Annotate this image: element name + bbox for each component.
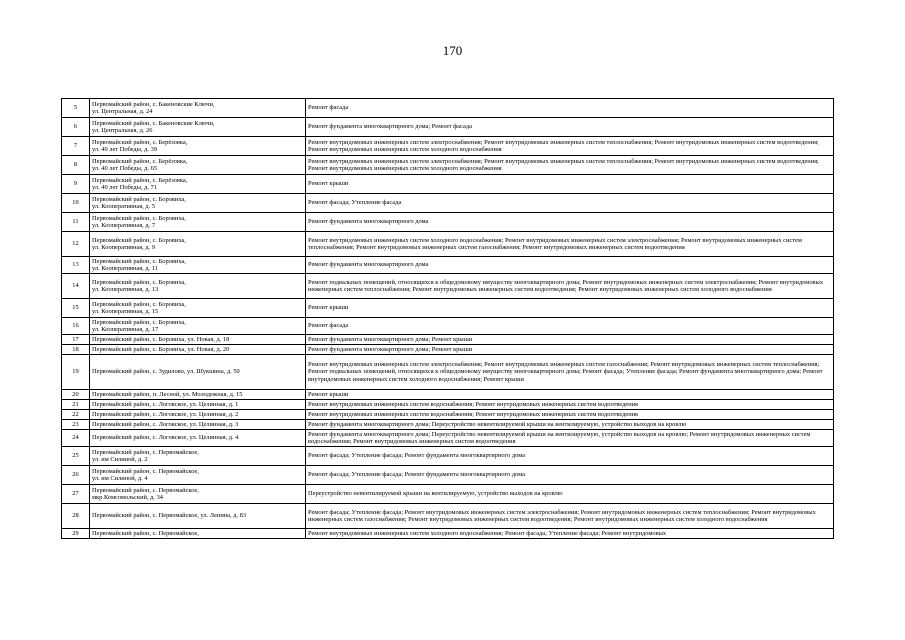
row-address: Первомайский район, с. Боровиха, ул. Кооперативная, д. 7	[90, 213, 306, 232]
table-row	[62, 274, 834, 299]
row-works: Ремонт крыши	[306, 390, 834, 400]
row-number: 15	[62, 299, 90, 318]
row-works: Переустройство невентилируемой крыши на вентилируемую, устройство выходов на кровлю	[306, 485, 834, 504]
row-address: Первомайский район, с. Берёзовка, ул. 40 лет Победы, д. 71	[90, 175, 306, 194]
row-address: Первомайский район, с. Первомайское,	[90, 529, 306, 539]
row-works: Ремонт фундамента многоквартирного дома; Ремонт крыши	[306, 345, 834, 355]
row-works: Ремонт фундамента многоквартирного дома; Ремонт крыши	[306, 335, 834, 345]
row-address: Первомайский район, с. Боровиха, ул. Новая, д. 20	[90, 345, 306, 355]
row-number: 21	[62, 400, 90, 410]
row-address: Первомайский район, с. Зудилово, ул. Шукшина, д. 50	[90, 355, 306, 390]
row-works: Ремонт крыши	[306, 175, 834, 194]
table-row	[62, 390, 834, 400]
row-address: Первомайский район, с. Первомайское, мкр.Комсомольский, д. 34	[90, 485, 306, 504]
row-works: Ремонт внутридомовых инженерных систем холодного водоснабжения; Ремонт фасада; Утепление фасада; Ремонт внутридомовых	[306, 529, 834, 539]
row-address: Первомайский район, с. Боровиха, ул. Кооперативная, д. 15	[90, 299, 306, 318]
table-row	[62, 213, 834, 232]
row-works: Ремонт фундамента многоквартирного дома; Ремонт фасада	[306, 118, 834, 137]
row-works: Ремонт фундамента многоквартирного дома	[306, 257, 834, 274]
row-address: Первомайский район, с. Берёзовка, ул. 40 лет Победы, д. 39	[90, 137, 306, 156]
row-address: Первомайский район, с. Первомайское, ул. им Силиной, д. 4	[90, 466, 306, 485]
row-works: Ремонт подвальных помещений, относящихся к общедомовому имуществу многоквартирного дома; Ремонт внутридомовых инженерных систем электроснабжения; Ремонт внутридомовых инженерных систем теплоснабжения; Ремонт внутридомовых инженерных систем водоотведения; Ремонт внутридомовых инженерных систем холодного водоснабжения	[306, 274, 834, 299]
table-row	[62, 156, 834, 175]
table-row	[62, 400, 834, 410]
row-address: Первомайский район, с. Боровиха, ул. Кооперативная, д. 17	[90, 318, 306, 335]
row-number: 10	[62, 194, 90, 213]
row-address: Первомайский район, с. Боровиха, ул. Кооперативная, д. 11	[90, 257, 306, 274]
row-number: 29	[62, 529, 90, 539]
row-number: 8	[62, 156, 90, 175]
table-body	[62, 99, 834, 539]
row-works: Ремонт фасада	[306, 318, 834, 335]
table-row	[62, 99, 834, 118]
row-number: 27	[62, 485, 90, 504]
table-row	[62, 175, 834, 194]
row-number: 13	[62, 257, 90, 274]
table-row	[62, 504, 834, 529]
table-row	[62, 355, 834, 390]
row-works: Ремонт крыши	[306, 299, 834, 318]
row-works: Ремонт фундамента многоквартирного дома	[306, 213, 834, 232]
row-works: Ремонт фасада	[306, 99, 834, 118]
row-works: Ремонт фундамента многоквартирного дома; Переустройство невентилируемой крыши на вентилируемую, устройство выходов на кровлю; Ремонт внутридомовых инженерных систем водоснабжения; Ремонт внутридомовых инженерных систем водоотведения	[306, 430, 834, 447]
row-number: 23	[62, 420, 90, 430]
table-row	[62, 420, 834, 430]
row-number: 20	[62, 390, 90, 400]
row-works: Ремонт фасада; Утепление фасада; Ремонт фундамента многоквартирного дома	[306, 466, 834, 485]
row-address: Первомайский район, с. Боровиха, ул. Кооперативная, д. 5	[90, 194, 306, 213]
table-row	[62, 485, 834, 504]
row-address: Первомайский район, с. Бакеновские Ключи, ул. Центральная, д. 26	[90, 118, 306, 137]
row-number: 16	[62, 318, 90, 335]
row-works: Ремонт внутридомовых инженерных систем электроснабжения; Ремонт внутридомовых инженерных систем теплоснабжения; Ремонт внутридомовых инженерных систем водоотведения; Ремонт внутридомовых инженерных систем холодного водоснабжения	[306, 156, 834, 175]
page-number: 170	[442, 43, 463, 58]
row-number: 19	[62, 355, 90, 390]
table-row	[62, 335, 834, 345]
row-number: 14	[62, 274, 90, 299]
table-row	[62, 257, 834, 274]
row-address: Первомайский район, с. Боровиха, ул. Кооперативная, д. 13	[90, 274, 306, 299]
table-row	[62, 447, 834, 466]
row-works: Ремонт внутридомовых инженерных систем электроснабжения; Ремонт внутридомовых инженерных систем газоснабжения; Ремонт внутридомовых инженерных систем теплоснабжения; Ремонт подвальных помещений, относящихся к общедомовому имуществу многоквартирного дома; Ремонт фасада; Утепление фасада; Ремонт фундамента многоквартирного дома; Ремонт внутридомовых инженерных систем холодного водоснабжения; Ремонт крыши	[306, 355, 834, 390]
table-row	[62, 137, 834, 156]
table-row	[62, 194, 834, 213]
row-number: 17	[62, 335, 90, 345]
row-works: Ремонт внутридомовых инженерных систем водоснабжения; Ремонт внутридомовых инженерных систем водоотведения	[306, 410, 834, 420]
repair-works-table	[61, 98, 834, 539]
row-address: Первомайский район, с. Боровиха, ул. Кооперативная, д. 9	[90, 232, 306, 257]
row-address: Первомайский район, с. Логовское, ул. Целинная, д. 1	[90, 400, 306, 410]
row-address: Первомайский район, с. Логовское, ул. Целинная, д. 3	[90, 420, 306, 430]
table-row	[62, 299, 834, 318]
row-number: 5	[62, 99, 90, 118]
row-number: 18	[62, 345, 90, 355]
row-number: 7	[62, 137, 90, 156]
row-number: 26	[62, 466, 90, 485]
row-works: Ремонт фасада; Утепление фасада	[306, 194, 834, 213]
row-number: 24	[62, 430, 90, 447]
table-row	[62, 345, 834, 355]
row-number: 6	[62, 118, 90, 137]
row-number: 25	[62, 447, 90, 466]
row-address: Первомайский район, с. Первомайское, ул. Ленина, д. 83	[90, 504, 306, 529]
row-address: Первомайский район, п. Лесной, ул. Молодежная, д. 15	[90, 390, 306, 400]
row-address: Первомайский район, с. Боровиха, ул. Новая, д. 18	[90, 335, 306, 345]
table-row	[62, 466, 834, 485]
row-address: Первомайский район, с. Логовское, ул. Целинная, д. 4	[90, 430, 306, 447]
row-works: Ремонт внутридомовых инженерных систем холодного водоснабжения; Ремонт внутридомовых инженерных систем электроснабжения; Ремонт внутридомовых инженерных систем теплоснабжения; Ремонт внутридомовых инженерных систем газоснабжения; Ремонт внутридомовых инженерных систем водоотведения	[306, 232, 834, 257]
row-address: Первомайский район, с. Берёзовка, ул. 40 лет Победы, д. 65	[90, 156, 306, 175]
row-works: Ремонт внутридомовых инженерных систем водоснабжения; Ремонт внутридомовых инженерных систем водоотведения	[306, 400, 834, 410]
row-address: Первомайский район, с. Первомайское, ул. им Силиной, д. 2	[90, 447, 306, 466]
row-number: 22	[62, 410, 90, 420]
row-works: Ремонт фасада; Утепление фасада; Ремонт внутридомовых инженерных систем электроснабжения; Ремонт внутридомовых инженерных систем теплоснабжения; Ремонт внутридомовых инженерных систем газоснабжения; Ремонт внутридомовых инженерных систем водоотведения; Ремонт внутридомовых инженерных систем холодного водоснабжения	[306, 504, 834, 529]
row-number: 9	[62, 175, 90, 194]
table-row	[62, 318, 834, 335]
row-works: Ремонт фундамента многоквартирного дома; Переустройство невентилируемой крыши на вентилируемую, устройство выходов на кровлю	[306, 420, 834, 430]
row-number: 11	[62, 213, 90, 232]
row-works: Ремонт внутридомовых инженерных систем электроснабжения; Ремонт внутридомовых инженерных систем теплоснабжения; Ремонт внутридомовых инженерных систем водоотведения; Ремонт внутридомовых инженерных систем холодного водоснабжения	[306, 137, 834, 156]
row-number: 28	[62, 504, 90, 529]
row-works: Ремонт фасада; Утепление фасада; Ремонт фундамента многоквартирного дома	[306, 447, 834, 466]
row-address: Первомайский район, с. Бакеновские Ключи, ул. Центральная, д. 24	[90, 99, 306, 118]
row-number: 12	[62, 232, 90, 257]
table-row	[62, 118, 834, 137]
table-row	[62, 529, 834, 539]
table-row	[62, 430, 834, 447]
row-address: Первомайский район, с. Логовское, ул. Целинная, д. 2	[90, 410, 306, 420]
table-row	[62, 232, 834, 257]
table-row	[62, 410, 834, 420]
